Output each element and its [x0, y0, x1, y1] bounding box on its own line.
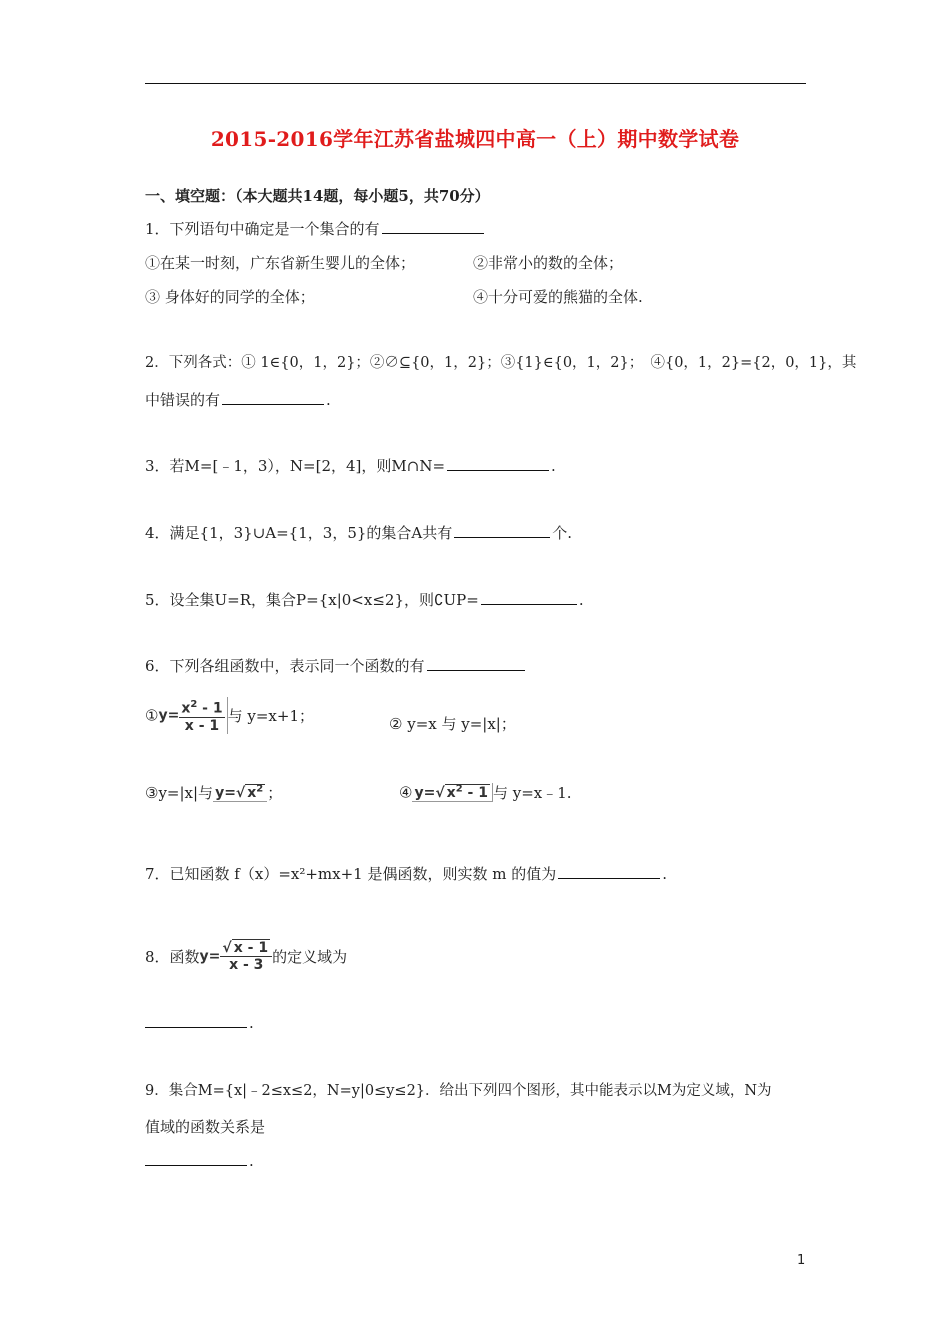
q1-option-1: ①在某一时刻，广东省新生婴儿的全体； — [145, 254, 416, 272]
q8-period: . — [249, 1014, 254, 1032]
sqrt-icon: √ — [235, 784, 246, 801]
q1-option-3: ③ 身体好的同学的全体； — [145, 288, 315, 306]
q6-o3-tail: ； — [267, 784, 283, 802]
q7-stem: 7．已知函数 f（x）=x²+mx+1 是偶函数，则实数 m 的值为 — [145, 865, 557, 883]
question-3 — [145, 455, 556, 476]
q6-option-1 — [145, 697, 314, 734]
formula-y: y= — [199, 948, 221, 965]
question-7 — [145, 863, 667, 884]
q6-option-3 — [145, 782, 282, 803]
answer-blank — [222, 390, 324, 405]
q6-o4-mark: ④ — [399, 783, 413, 802]
answer-blank — [558, 864, 660, 879]
section-heading: 一、填空题：（本大题共14题，每小题5，共70分） — [145, 187, 490, 205]
q6-o4-tail: 与 y=x﹣1. — [492, 784, 572, 802]
num-exp: 2 — [190, 699, 198, 710]
formula-y: y= — [215, 784, 236, 801]
answer-blank — [447, 456, 549, 471]
sqrt-icon: √ — [222, 940, 232, 956]
q5-stem: 5．设全集U=R，集合P={x|0<x≤2}，则∁UP= — [145, 591, 479, 609]
q6-o1-tail: 与 y=x+1； — [227, 706, 315, 725]
q2-line-2-text: 中错误的有 — [145, 391, 221, 409]
fraction — [220, 940, 272, 973]
q1-option-4: ④十分可爱的熊猫的全体. — [473, 288, 643, 306]
formula — [200, 940, 273, 973]
q5-period: . — [578, 591, 584, 609]
q8-stem: 8．函数 — [145, 948, 200, 966]
q1-option-2: ②非常小的数的全体； — [473, 254, 624, 272]
radicand: x - 1 — [233, 940, 269, 956]
fraction — [179, 697, 224, 734]
formula — [414, 784, 490, 802]
q9-line-1: 9．集合M={x|﹣2≤x≤2，N=y|0≤y≤2}．给出下列四个图形，其中能表示以M为定义域，N为 — [145, 1083, 772, 1099]
radicand-base: x — [247, 785, 257, 802]
denominator: x - 1 — [184, 717, 220, 734]
formula-image — [158, 697, 227, 734]
question-6 — [145, 655, 527, 676]
denominator: x - 3 — [229, 957, 264, 973]
formula-image — [412, 783, 493, 803]
radicand-base: x — [446, 785, 456, 802]
formula-y: y= — [158, 707, 180, 724]
numerator — [179, 697, 224, 718]
header-rule — [145, 83, 806, 84]
q6-stem: 6．下列各组函数中，表示同一个函数的有 — [145, 657, 425, 675]
question-1 — [145, 218, 486, 239]
q6-option-2: ② y=x 与 y=|x|； — [389, 715, 516, 733]
sqrt-icon: √ — [435, 784, 445, 801]
q9-period: . — [249, 1152, 254, 1170]
num-rest: - 1 — [197, 700, 223, 717]
q6-o1-mark: ① — [145, 706, 159, 725]
q4-tail: 个. — [552, 524, 573, 542]
q4-stem: 4．满足{1，3}∪A={1，3，5}的集合A共有 — [145, 524, 453, 542]
answer-blank — [145, 1013, 247, 1028]
answer-blank — [481, 590, 577, 605]
answer-blank — [427, 656, 525, 671]
q2-period: . — [326, 391, 331, 409]
answer-blank — [454, 523, 550, 538]
radicand-exp: 2 — [455, 783, 463, 795]
page-number: 1 — [797, 1253, 806, 1268]
q6-option-4 — [399, 782, 572, 803]
question-4 — [145, 522, 572, 543]
q6-o3-pre: ③y=|x|与 — [145, 784, 214, 802]
num-base: x — [181, 700, 191, 717]
q8-tail: 的定义域为 — [272, 948, 348, 966]
question-8 — [145, 940, 347, 973]
q1-stem: 1．下列语句中确定是一个集合的有 — [145, 220, 380, 238]
numerator — [220, 940, 272, 957]
page-title: 2015-2016学年江苏省盐城四中高一（上）期中数学试卷 — [210, 127, 740, 151]
radicand-rest: - 1 — [462, 785, 488, 802]
radicand — [245, 784, 265, 802]
q2-line-2 — [145, 389, 331, 410]
answer-blank — [145, 1151, 247, 1166]
q2-line-1: 2．下列各式：① 1∈{0，1，2}；②∅⊆{0，1，2}；③{1}∈{0，1，2}； ④{0，1，2}={2，0，1}，其 — [145, 355, 857, 371]
formula — [158, 697, 224, 734]
q9-answer-line — [145, 1151, 254, 1170]
formula-y: y= — [414, 784, 436, 801]
q8-answer-line — [145, 1013, 254, 1032]
q7-period: . — [662, 865, 668, 883]
answer-blank — [382, 219, 484, 234]
q3-stem: 3．若M=[﹣1，3），N=[2，4]，则M∩N= — [145, 457, 446, 475]
formula-image — [213, 783, 267, 803]
q9-line-2: 值域的函数关系是 — [145, 1118, 266, 1136]
question-5 — [145, 589, 584, 610]
radicand-exp: 2 — [256, 783, 264, 795]
q3-period: . — [551, 457, 556, 475]
radicand — [445, 784, 490, 802]
formula — [215, 784, 265, 802]
